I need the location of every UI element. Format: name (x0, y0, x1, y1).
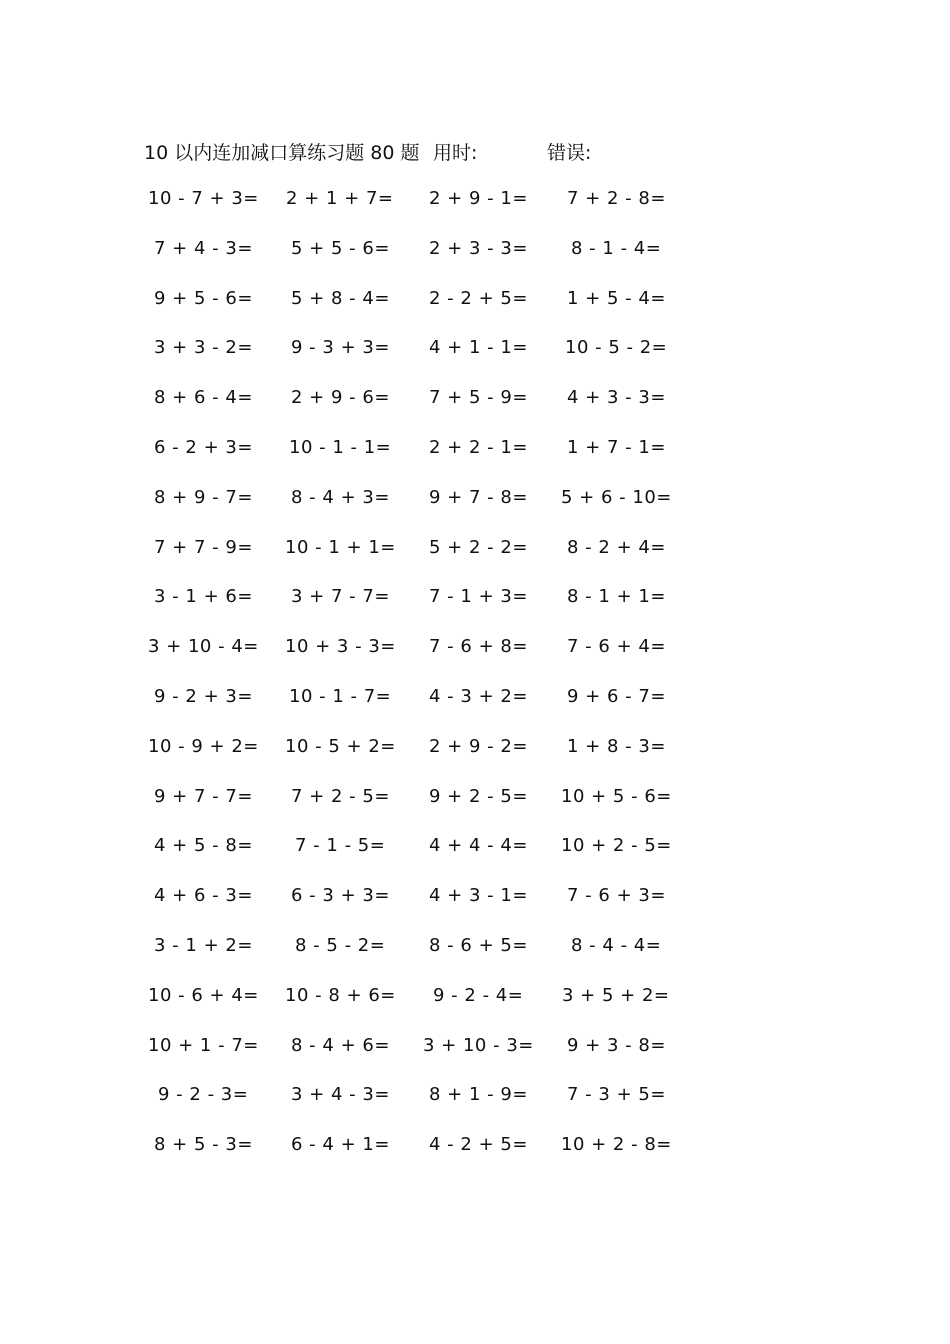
problem-item: 7 + 7 - 9= (154, 537, 253, 558)
problem-item: 9 - 2 - 4= (433, 985, 524, 1006)
problem-row (0, 584, 950, 614)
problem-item: 9 + 7 - 8= (429, 487, 528, 508)
problem-item: 10 - 5 + 2= (285, 736, 396, 757)
problem-item: 6 - 4 + 1= (291, 1134, 390, 1155)
problem-row (0, 335, 950, 365)
problem-item: 1 + 8 - 3= (567, 736, 666, 757)
problem-item: 5 + 5 - 6= (291, 238, 390, 259)
problem-row (0, 883, 950, 913)
problem-item: 3 + 3 - 2= (154, 337, 253, 358)
problem-item: 4 + 3 - 3= (567, 387, 666, 408)
problem-item: 10 - 9 + 2= (148, 736, 259, 757)
problem-item: 3 + 4 - 3= (291, 1084, 390, 1105)
problem-item: 1 + 7 - 1= (567, 437, 666, 458)
problem-item: 9 + 3 - 8= (567, 1035, 666, 1056)
problem-item: 10 - 1 + 1= (285, 537, 396, 558)
problem-item: 3 + 5 + 2= (562, 985, 670, 1006)
problem-row (0, 286, 950, 316)
error-label: 错误: (547, 142, 592, 164)
problem-item: 10 - 1 - 1= (289, 437, 392, 458)
problem-item: 10 - 8 + 6= (285, 985, 396, 1006)
problem-item: 4 + 5 - 8= (154, 835, 253, 856)
problem-item: 3 - 1 + 6= (154, 586, 253, 607)
problem-item: 3 + 10 - 3= (423, 1035, 534, 1056)
problem-item: 7 - 3 + 5= (567, 1084, 666, 1105)
problem-item: 2 + 3 - 3= (429, 238, 528, 259)
problem-row (0, 535, 950, 565)
problem-item: 4 + 4 - 4= (429, 835, 528, 856)
worksheet-header (0, 136, 950, 166)
problem-item: 4 + 1 - 1= (429, 337, 528, 358)
problem-item: 7 - 6 + 4= (567, 636, 666, 657)
problem-row (0, 983, 950, 1013)
problem-item: 2 - 2 + 5= (429, 288, 528, 309)
problem-row (0, 1132, 950, 1162)
problem-item: 8 - 4 + 3= (291, 487, 390, 508)
problem-item: 10 + 1 - 7= (148, 1035, 259, 1056)
problem-item: 2 + 9 - 2= (429, 736, 528, 757)
problem-item: 6 - 2 + 3= (154, 437, 253, 458)
problem-item: 8 - 6 + 5= (429, 935, 528, 956)
problem-row (0, 236, 950, 266)
problem-item: 8 - 4 + 6= (291, 1035, 390, 1056)
problem-item: 10 - 7 + 3= (148, 188, 259, 209)
problem-item: 9 - 2 - 3= (158, 1084, 249, 1105)
problem-item: 7 - 1 + 3= (429, 586, 528, 607)
problem-item: 7 - 6 + 8= (429, 636, 528, 657)
problem-row (0, 933, 950, 963)
problem-item: 2 + 9 - 1= (429, 188, 528, 209)
problem-item: 8 + 1 - 9= (429, 1084, 528, 1105)
problem-row (0, 435, 950, 465)
problem-row (0, 1082, 950, 1112)
problem-item: 4 + 3 - 1= (429, 885, 528, 906)
problem-item: 4 - 2 + 5= (429, 1134, 528, 1155)
problem-item: 7 - 6 + 3= (567, 885, 666, 906)
problem-item: 9 - 2 + 3= (154, 686, 253, 707)
problem-grid (0, 186, 950, 1166)
problem-item: 10 + 3 - 3= (285, 636, 396, 657)
problem-item: 3 - 1 + 2= (154, 935, 253, 956)
problem-item: 2 + 1 + 7= (286, 188, 394, 209)
problem-row (0, 734, 950, 764)
problem-row (0, 385, 950, 415)
problem-item: 8 + 5 - 3= (154, 1134, 253, 1155)
problem-item: 10 - 6 + 4= (148, 985, 259, 1006)
problem-item: 8 + 9 - 7= (154, 487, 253, 508)
problem-item: 8 + 6 - 4= (154, 387, 253, 408)
problem-item: 10 + 2 - 5= (561, 835, 672, 856)
problem-item: 9 + 2 - 5= (429, 786, 528, 807)
problem-row (0, 485, 950, 515)
problem-item: 7 - 1 - 5= (295, 835, 386, 856)
problem-item: 6 - 3 + 3= (291, 885, 390, 906)
problem-item: 9 + 5 - 6= (154, 288, 253, 309)
problem-item: 10 - 1 - 7= (289, 686, 392, 707)
problem-item: 4 - 3 + 2= (429, 686, 528, 707)
problem-item: 9 + 7 - 7= (154, 786, 253, 807)
problem-item: 7 + 5 - 9= (429, 387, 528, 408)
problem-item: 8 - 1 + 1= (567, 586, 666, 607)
problem-row (0, 684, 950, 714)
problem-item: 10 + 2 - 8= (561, 1134, 672, 1155)
problem-row (0, 1033, 950, 1063)
problem-item: 2 + 9 - 6= (291, 387, 390, 408)
problem-row (0, 784, 950, 814)
problem-row (0, 634, 950, 664)
problem-item: 5 + 8 - 4= (291, 288, 390, 309)
problem-item: 5 + 2 - 2= (429, 537, 528, 558)
problem-item: 3 + 7 - 7= (291, 586, 390, 607)
problem-item: 4 + 6 - 3= (154, 885, 253, 906)
problem-item: 8 - 5 - 2= (295, 935, 386, 956)
problem-item: 7 + 2 - 5= (291, 786, 390, 807)
problem-item: 8 - 4 - 4= (571, 935, 662, 956)
problem-item: 10 + 5 - 6= (561, 786, 672, 807)
problem-item: 3 + 10 - 4= (148, 636, 259, 657)
problem-item: 1 + 5 - 4= (567, 288, 666, 309)
problem-item: 5 + 6 - 10= (561, 487, 672, 508)
worksheet-title: 10 以内连加减口算练习题 80 题 (144, 142, 420, 164)
problem-item: 9 + 6 - 7= (567, 686, 666, 707)
problem-item: 10 - 5 - 2= (565, 337, 668, 358)
problem-item: 7 + 2 - 8= (567, 188, 666, 209)
problem-item: 2 + 2 - 1= (429, 437, 528, 458)
problem-item: 8 - 1 - 4= (571, 238, 662, 259)
problem-row (0, 833, 950, 863)
problem-item: 8 - 2 + 4= (567, 537, 666, 558)
time-label: 用时: (433, 142, 478, 164)
problem-item: 9 - 3 + 3= (291, 337, 390, 358)
problem-item: 7 + 4 - 3= (154, 238, 253, 259)
problem-row (0, 186, 950, 216)
